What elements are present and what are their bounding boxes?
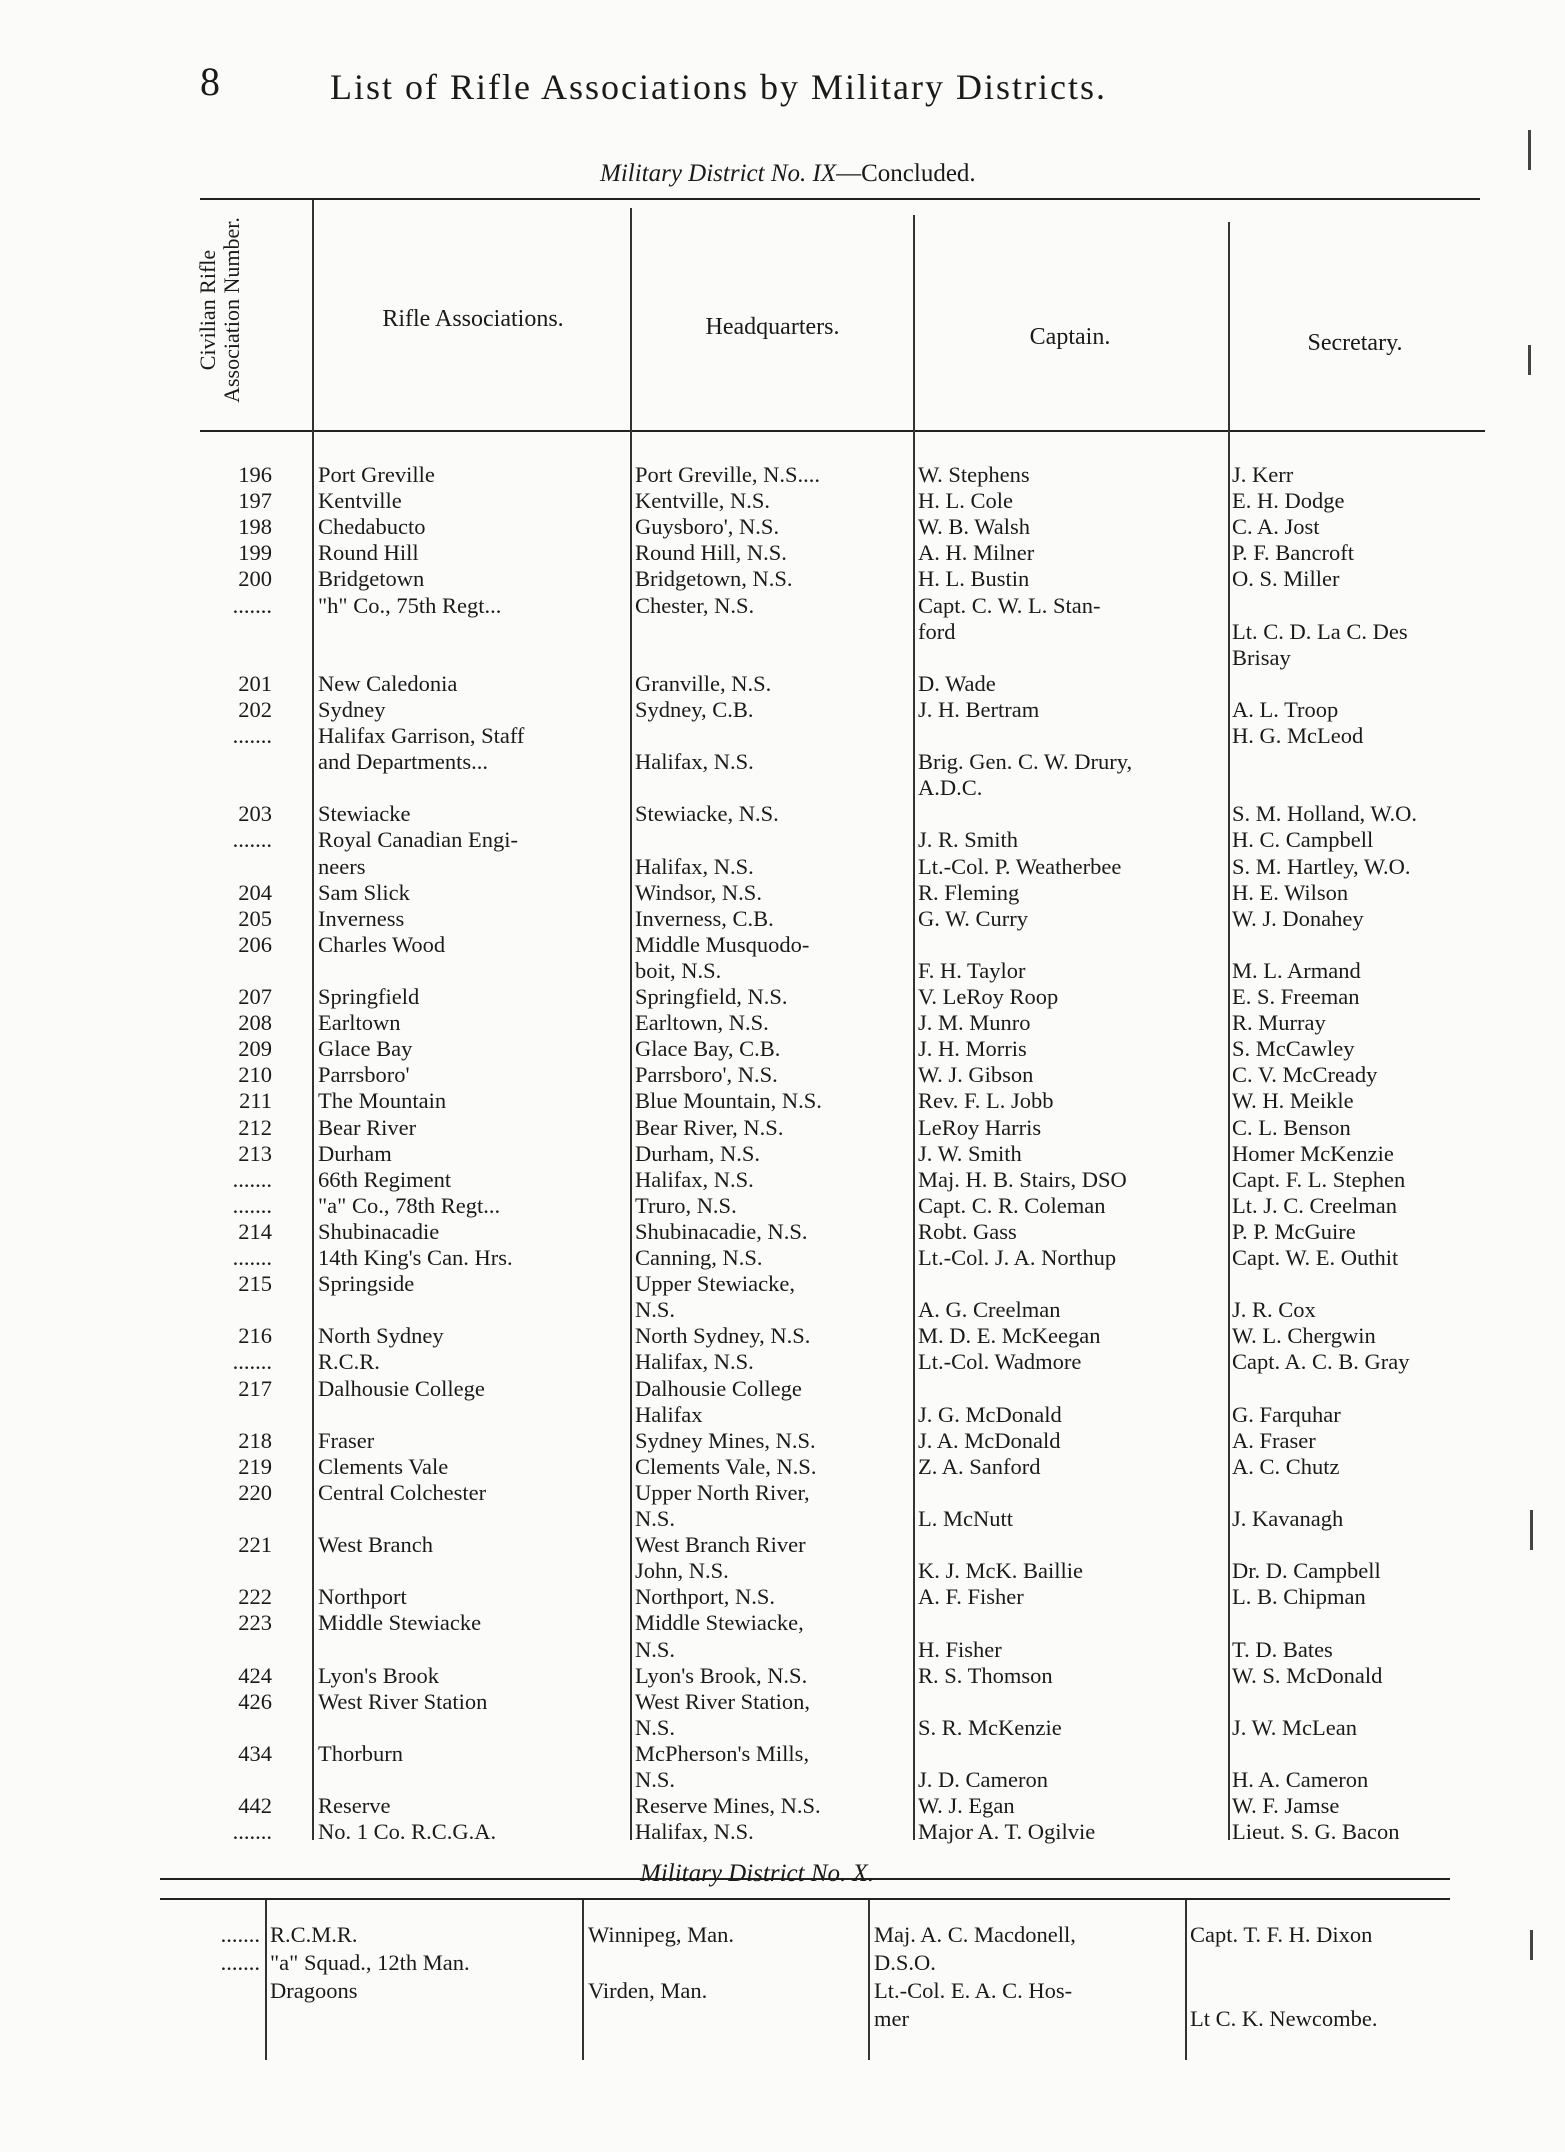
cell-captain: Lt.-Col. P. Weatherbee [918,853,1122,879]
cell-captain: S. R. McKenzie [918,1714,1062,1740]
cell-association: R.C.R. [318,1349,380,1375]
cell-captain: W. J. Gibson [918,1062,1034,1088]
cell-number: ....... [232,1819,272,1845]
cell-association: "h" Co., 75th Regt... [318,592,502,618]
cell-captain: W. B. Walsh [918,514,1030,540]
column-header-secretary: Secretary. [1307,330,1403,356]
cell-association: North Sydney [318,1323,444,1349]
column-divider [312,200,314,1840]
cell-headquarters: West River Station, [635,1688,811,1714]
cell-headquarters: N.S. [635,1714,676,1740]
page-title: List of Rifle Associations by Military Districts. [330,67,1107,107]
cell-captain: H. Fisher [918,1636,1002,1662]
cell-headquarters: Guysboro', N.S. [635,514,780,540]
cell-captain: A. G. Creelman [918,1297,1061,1323]
cell-captain: R. S. Thomson [918,1662,1053,1688]
cell-headquarters: Lyon's Brook, N.S. [635,1662,808,1688]
column-header-headquarters: Headquarters. [705,314,840,340]
cell-headquarters: Shubinacadie, N.S. [635,1218,808,1244]
cell-association: West Branch [318,1532,434,1558]
cell-association: Round Hill [318,540,419,566]
cell-captain: J. H. Morris [918,1036,1027,1062]
cell-association: Central Colchester [318,1479,487,1505]
cell-association: Bear River [318,1114,417,1140]
column-divider [265,1900,267,2060]
cell-number: ....... [232,1166,272,1192]
cell-headquarters: Upper North River, [635,1479,810,1505]
cell-number: 218 [238,1427,272,1453]
cell-number: 203 [238,801,272,827]
cell-number: 198 [238,514,272,540]
cell-number: 209 [238,1036,272,1062]
cell-association: R.C.M.R. [270,1922,358,1947]
column-divider [868,1900,870,2060]
cell-number: 197 [238,488,272,514]
cell-association: Bridgetown [318,566,425,592]
cell-headquarters: Virden, Man. [588,1978,708,2003]
cell-association: "a" Co., 78th Regt... [318,1192,501,1218]
cell-secretary: Capt. A. C. B. Gray [1232,1349,1410,1375]
cell-number: 205 [238,905,272,931]
cell-association: Chedabucto [318,514,426,540]
cell-headquarters: Halifax, N.S. [635,1349,754,1375]
cell-captain: ford [918,618,956,644]
cell-headquarters: Bear River, N.S. [635,1114,784,1140]
margin-mark [1530,1930,1533,1960]
cell-secretary: O. S. Miller [1232,566,1340,592]
cell-number: 424 [238,1662,272,1688]
cell-association: Dragoons [270,1978,358,2003]
cell-number: 206 [238,931,272,957]
cell-headquarters: Granville, N.S. [635,670,772,696]
cell-number: ....... [232,827,272,853]
cell-secretary: H. A. Cameron [1232,1767,1369,1792]
cell-headquarters: Windsor, N.S. [635,879,762,905]
cell-secretary: Homer McKenzie [1232,1140,1394,1166]
cell-headquarters: Durham, N.S. [635,1140,760,1166]
cell-number: 207 [238,984,272,1009]
cell-association: Springside [318,1271,415,1297]
cell-captain: Rev. F. L. Jobb [918,1088,1054,1114]
cell-number: ....... [232,1245,272,1270]
cell-headquarters: McPherson's Mills, [635,1740,810,1766]
cell-secretary: T. D. Bates [1232,1636,1333,1662]
cell-number: 426 [238,1688,272,1714]
cell-headquarters: boit, N.S. [635,957,722,983]
cell-number: 212 [238,1114,272,1140]
cell-headquarters: Bridgetown, N.S. [635,566,793,592]
cell-number: 221 [238,1532,272,1558]
cell-number: 215 [238,1271,272,1297]
cell-association: No. 1 Co. R.C.G.A. [318,1819,497,1845]
cell-secretary: W. S. McDonald [1232,1662,1383,1688]
cell-captain: M. D. E. McKeegan [918,1323,1101,1349]
cell-association: Sydney [318,696,386,722]
cell-captain: Capt. C. W. L. Stan- [918,592,1101,618]
cell-association: Durham [318,1140,392,1166]
header-top-rule [200,198,1480,200]
cell-secretary: H. C. Campbell [1232,827,1374,853]
cell-association: New Caledonia [318,670,458,696]
cell-secretary: Lt. C. D. La C. Des [1232,618,1408,644]
cell-captain: Brig. Gen. C. W. Drury, [918,749,1133,775]
cell-captain: J. D. Cameron [918,1767,1048,1792]
cell-secretary: Lt. J. C. Creelman [1232,1192,1397,1218]
cell-secretary: C. V. McCready [1232,1062,1378,1088]
cell-secretary: R. Murray [1232,1010,1326,1036]
cell-captain: D.S.O. [874,1950,936,1975]
cell-association: Clements Vale [318,1453,449,1479]
cell-association: Northport [318,1584,407,1610]
cell-association: West River Station [318,1688,488,1714]
column-divider [1185,1900,1187,2060]
cell-secretary: Capt. T. F. H. Dixon [1190,1922,1373,1947]
cell-captain: J. M. Munro [918,1010,1031,1036]
cell-number: 222 [238,1584,272,1610]
cell-headquarters: N.S. [635,1506,676,1531]
cell-captain: Lt.-Col. E. A. C. Hos- [874,1978,1073,2003]
column-divider [1228,222,1230,1840]
cell-captain: D. Wade [918,670,996,696]
cell-headquarters: Middle Stewiacke, [635,1610,804,1636]
cell-captain: Lt.-Col. J. A. Northup [918,1245,1117,1270]
header-bottom-rule [200,430,1485,432]
cell-secretary: P. F. Bancroft [1232,540,1354,566]
cell-number: 204 [238,879,272,905]
cell-captain: Z. A. Sanford [918,1453,1041,1479]
cell-captain: L. McNutt [918,1506,1013,1531]
cell-association: Shubinacadie [318,1218,440,1244]
cell-association: Port Greville [318,462,435,487]
cell-secretary: A. L. Troop [1232,696,1339,722]
cell-captain: Robt. Gass [918,1218,1017,1244]
cell-captain: H. L. Bustin [918,566,1030,592]
cell-association: The Mountain [318,1088,447,1114]
cell-headquarters: North Sydney, N.S. [635,1323,811,1349]
cell-headquarters: Halifax, N.S. [635,1166,754,1192]
cell-headquarters: Halifax [635,1401,703,1427]
cell-secretary: Lieut. S. G. Bacon [1232,1819,1400,1845]
cell-headquarters: Truro, N.S. [635,1192,737,1218]
cell-secretary: J. W. McLean [1232,1714,1357,1740]
cell-secretary: C. A. Jost [1232,514,1320,540]
district-ix-heading: Military District No. IX—Concluded. [600,160,976,187]
cell-headquarters: Glace Bay, C.B. [635,1036,781,1062]
cell-number: 201 [238,670,272,696]
cell-number: 217 [238,1375,272,1401]
margin-mark [1530,1510,1533,1550]
cell-captain: J. G. McDonald [918,1401,1062,1427]
cell-headquarters: N.S. [635,1767,676,1792]
cell-association: Royal Canadian Engi- [318,827,518,853]
cell-secretary: S. M. Hartley, W.O. [1232,853,1411,879]
cell-headquarters: Northport, N.S. [635,1584,775,1610]
cell-secretary: Brisay [1232,644,1291,670]
cell-number: ....... [220,1922,260,1947]
cell-secretary: H. G. McLeod [1232,723,1364,748]
cell-captain: R. Fleming [918,879,1020,905]
district-x-top-rule [160,1898,1450,1900]
cell-secretary: Capt. F. L. Stephen [1232,1166,1406,1192]
cell-captain: W. J. Egan [918,1793,1015,1819]
column-header-number: Civilian Rifle Association Number. [195,217,244,403]
cell-association: Charles Wood [318,931,446,957]
cell-secretary: Dr. D. Campbell [1232,1558,1381,1584]
cell-association: 14th King's Can. Hrs. [318,1245,513,1270]
cell-secretary: G. Farquhar [1232,1401,1341,1427]
cell-secretary: S. McCawley [1232,1036,1355,1062]
cell-secretary: W. J. Donahey [1232,905,1364,931]
cell-secretary: Lt C. K. Newcombe. [1190,2006,1378,2031]
cell-number: 208 [238,1010,272,1036]
cell-captain: A.D.C. [918,775,983,801]
cell-captain: A. H. Milner [918,540,1035,566]
cell-number: 223 [238,1610,272,1636]
cell-association: "a" Squad., 12th Man. [270,1950,470,1975]
cell-captain: Capt. C. R. Coleman [918,1192,1106,1218]
cell-captain: J. W. Smith [918,1140,1022,1166]
cell-number: ....... [232,592,272,618]
margin-mark [1528,130,1531,170]
cell-captain: Maj. H. B. Stairs, DSO [918,1166,1127,1192]
cell-number: 196 [238,462,272,487]
cell-association: and Departments... [318,749,488,775]
cell-secretary: P. P. McGuire [1232,1218,1356,1244]
cell-captain: F. H. Taylor [918,957,1026,983]
cell-association: Dalhousie College [318,1375,485,1401]
cell-association: Stewiacke [318,801,411,827]
cell-association: neers [318,853,366,879]
cell-association: Sam Slick [318,879,410,905]
cell-number: 211 [239,1088,272,1114]
cell-headquarters: Clements Vale, N.S. [635,1453,817,1479]
cell-headquarters: Sydney, C.B. [635,696,754,722]
cell-secretary: W. H. Meikle [1232,1088,1354,1114]
cell-number: 214 [238,1218,272,1244]
cell-number: ....... [232,723,272,748]
cell-headquarters: Springfield, N.S. [635,984,788,1009]
cell-headquarters: Port Greville, N.S.... [635,462,820,487]
cell-secretary: J. Kerr [1232,462,1294,487]
cell-captain: J. H. Bertram [918,696,1040,722]
column-divider [630,208,632,1840]
cell-headquarters: N.S. [635,1297,676,1323]
cell-number: 434 [238,1740,272,1766]
cell-captain: Maj. A. C. Macdonell, [874,1922,1076,1947]
cell-headquarters: Winnipeg, Man. [588,1922,734,1947]
cell-headquarters: Parrsboro', N.S. [635,1062,778,1088]
cell-association: Kentville [318,488,402,514]
column-header-captain: Captain. [1029,324,1111,350]
cell-headquarters: John, N.S. [635,1558,729,1584]
margin-mark [1528,345,1531,375]
cell-association: Halifax Garrison, Staff [318,723,525,748]
cell-association: Earltown [318,1010,401,1036]
column-divider [913,215,915,1840]
cell-number: 202 [238,696,272,722]
column-header-association: Rifle Associations. [382,306,564,332]
cell-secretary: C. L. Benson [1232,1114,1351,1140]
cell-secretary: L. B. Chipman [1232,1584,1366,1610]
cell-headquarters: Dalhousie College [635,1375,802,1401]
cell-headquarters: Upper Stewiacke, [635,1271,795,1297]
cell-captain: H. L. Cole [918,488,1013,514]
cell-headquarters: West Branch River [635,1532,806,1558]
cell-headquarters: Chester, N.S. [635,592,755,618]
cell-number: 219 [238,1453,272,1479]
cell-headquarters: Inverness, C.B. [635,905,774,931]
cell-captain: K. J. McK. Baillie [918,1558,1083,1584]
cell-secretary: S. M. Holland, W.O. [1232,801,1418,827]
cell-captain: LeRoy Harris [918,1114,1042,1140]
cell-headquarters: Middle Musquodo- [635,931,810,957]
district-x-heading: Military District No. X. [640,1860,875,1887]
cell-headquarters: N.S. [635,1636,676,1662]
cell-association: Lyon's Brook [318,1662,439,1688]
cell-number: 210 [238,1062,272,1088]
cell-association: Glace Bay [318,1036,413,1062]
cell-association: Reserve [318,1793,391,1819]
cell-association: Springfield [318,984,420,1009]
cell-number: 216 [238,1323,272,1349]
cell-headquarters: Halifax, N.S. [635,853,754,879]
cell-number: 200 [238,566,272,592]
cell-association: Thorburn [318,1740,403,1766]
cell-number: 213 [238,1140,272,1166]
cell-number: ....... [232,1192,272,1218]
cell-association: Fraser [318,1427,375,1453]
cell-secretary: A. C. Chutz [1232,1453,1340,1479]
cell-headquarters: Sydney Mines, N.S. [635,1427,816,1453]
cell-association: 66th Regiment [318,1166,452,1192]
cell-secretary: M. L. Armand [1232,957,1361,983]
cell-headquarters: Kentville, N.S. [635,488,770,514]
cell-secretary: W. L. Chergwin [1232,1323,1376,1349]
cell-number: ....... [220,1950,260,1975]
cell-headquarters: Reserve Mines, N.S. [635,1793,821,1819]
cell-headquarters: Blue Mountain, N.S. [635,1088,822,1114]
cell-captain: mer [874,2006,909,2031]
cell-association: Parrsboro' [318,1062,410,1088]
cell-number: ....... [232,1349,272,1375]
cell-headquarters: Earltown, N.S. [635,1010,769,1036]
column-divider [582,1900,584,2060]
cell-number: 220 [238,1479,272,1505]
cell-secretary: W. F. Jamse [1232,1793,1340,1819]
cell-captain: J. A. McDonald [918,1427,1061,1453]
cell-captain: W. Stephens [918,462,1030,487]
page-number: 8 [200,59,220,104]
cell-secretary: E. H. Dodge [1232,488,1345,514]
cell-headquarters: Halifax, N.S. [635,749,754,775]
cell-headquarters: Halifax, N.S. [635,1819,754,1845]
cell-number: 442 [238,1793,272,1819]
cell-captain: J. R. Smith [918,827,1019,853]
cell-secretary: H. E. Wilson [1232,879,1349,905]
cell-secretary: J. R. Cox [1232,1297,1316,1323]
cell-secretary: J. Kavanagh [1232,1506,1344,1531]
cell-captain: Lt.-Col. Wadmore [918,1349,1082,1375]
cell-secretary: E. S. Freeman [1232,984,1360,1009]
cell-captain: Major A. T. Ogilvie [918,1819,1096,1845]
cell-association: Middle Stewiacke [318,1610,482,1636]
cell-headquarters: Round Hill, N.S. [635,540,787,566]
cell-captain: V. LeRoy Roop [918,984,1059,1009]
cell-captain: G. W. Curry [918,905,1029,931]
cell-number: 199 [238,540,272,566]
cell-headquarters: Stewiacke, N.S. [635,801,779,827]
cell-secretary: Capt. W. E. Outhit [1232,1245,1399,1270]
cell-captain: A. F. Fisher [918,1584,1024,1610]
cell-headquarters: Canning, N.S. [635,1245,763,1270]
cell-secretary: A. Fraser [1232,1427,1316,1453]
cell-association: Inverness [318,905,405,931]
